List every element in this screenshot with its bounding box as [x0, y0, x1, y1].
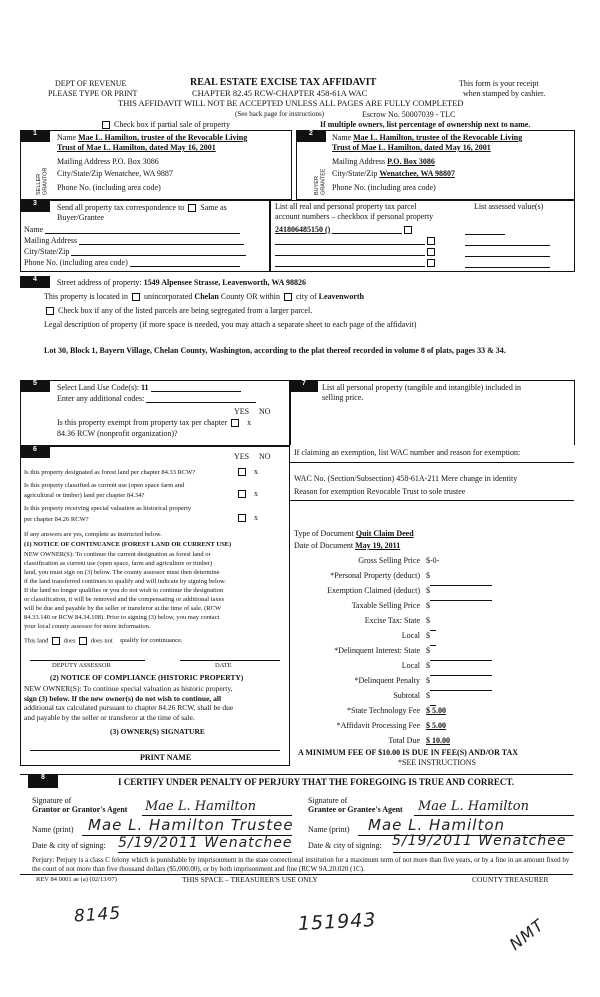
s3-city: City/State/Zip	[24, 247, 246, 256]
grantor-date-city: Date & city of signing:	[32, 841, 106, 850]
deputy-date: DATE	[215, 662, 232, 669]
parcel-list-label-2: account numbers – checkbox if personal property	[275, 212, 434, 221]
continuance-body: NEW OWNER(S): To continue the current designation as forest land or classification as current use (open space, farm and agriculture or timber) land, you must sign on (3) below. The county assessor must then determine if the land transferred continues to qualify and will indicate by signing below. If the land no longer qualifies or you do not wish to continue the designation or classification, it will be removed and the compensating or additional taxes will be due and payable by the seller or transferor at the time of sale. (RCW 84.33.140 or RCW 84.34.108). Prior to signing (3) below, you may contact your local county assessor for more information.	[24, 551, 226, 630]
parcel-1-checkbox[interactable]	[404, 226, 412, 234]
send-correspondence: Send all property tax correspondence to Same as	[57, 203, 227, 212]
forest-yes-checkbox[interactable]	[238, 468, 246, 476]
fee-row: Exemption Claimed (deduct) $	[290, 586, 510, 601]
s3-name: Name	[24, 225, 240, 234]
exemption-reason: Reason for exemption Revocable Trust to sole trustee	[294, 487, 466, 496]
parcel-row-1	[275, 225, 414, 234]
historic-question-1: Is this property receiving special valuation as historical property	[24, 505, 192, 512]
current-use-answer: x	[236, 489, 258, 498]
handwritten-number-2: 151943	[297, 908, 378, 936]
buyer-phone: Phone No. (including area code)	[332, 183, 436, 192]
current-use-yes-checkbox[interactable]	[238, 490, 246, 498]
owner-signature: (3) OWNER(S) SIGNATURE	[110, 727, 205, 736]
parcel-row-4	[275, 258, 437, 267]
s3-phone: Phone No. (including area code)	[24, 258, 240, 267]
buyer-side-label: BUYER GRANTEE	[314, 168, 327, 195]
historic-yes-checkbox[interactable]	[238, 514, 246, 522]
section-8-number: 8	[28, 774, 58, 788]
buyer-name-line1: Mae L. Hamilton, trustee of the Revocable Living	[353, 133, 523, 142]
certify-statement: I CERTIFY UNDER PENALTY OF PERJURY THAT THE FOREGOING IS TRUE AND CORRECT.	[118, 777, 515, 787]
section-3-number: 3	[20, 200, 50, 212]
parcel-4-checkbox[interactable]	[427, 259, 435, 267]
document-type-value: Quit Claim Deed	[355, 529, 414, 538]
header-please-type: PLEASE TYPE OR PRINT	[48, 89, 138, 98]
seller-name-line1: Mae L. Hamilton, trustee of the Revocable Living	[78, 133, 248, 142]
fee-row: Local $	[290, 631, 510, 646]
current-use-question-2: agricultural or timber) land per chapter 84.34?	[24, 492, 145, 499]
wac-number: WAC No. (Section/Subsection) 458-61A-211 Mere change in identity	[294, 474, 518, 483]
deputy-line	[30, 660, 145, 661]
partial-sale-checkbox[interactable]	[102, 121, 110, 129]
buyer-mailing: Mailing Address P.O. Box 3086	[332, 157, 435, 166]
s6-no: NO	[259, 452, 271, 461]
compliance-title: (2) NOTICE OF COMPLIANCE (HISTORIC PROPERTY)	[50, 673, 244, 682]
seller-name-line2: Trust of Mae L. Hamilton, dated May 16, 2001	[57, 143, 216, 152]
exempt-yes-checkbox[interactable]	[231, 419, 239, 427]
county-treasurer: COUNTY TREASURER	[472, 875, 549, 884]
form-title: REAL ESTATE EXCISE TAX AFFIDAVIT	[190, 77, 377, 88]
grantor-sig-label: Signature of Grantor or Grantor's Agent	[32, 796, 128, 815]
grantor-signature: Mae L. Hamilton	[145, 799, 256, 814]
parcel-row-2	[275, 236, 437, 245]
grantee-sig-label: Signature of Grantee or Grantee's Agent	[308, 796, 403, 815]
fees-table	[290, 556, 510, 751]
historic-question-2: per chapter 84.26 RCW?	[24, 516, 89, 523]
header-dept: DEPT OF REVENUE	[55, 79, 127, 88]
section-2-number: 2	[296, 130, 326, 142]
grantor-name-print: Name (print)	[32, 825, 74, 834]
section-7-number: 7	[290, 380, 318, 392]
fee-row: *Personal Property (deduct) $	[290, 571, 510, 586]
section-5-number: 5	[20, 380, 50, 392]
fee-row: Gross Selling Price $-0-	[358, 556, 440, 565]
parcel-number: 241806485150 ()	[275, 225, 331, 234]
document-date-value: May 19, 2011	[355, 541, 401, 550]
print-name-line	[30, 750, 280, 751]
parcel-3-checkbox[interactable]	[427, 248, 435, 256]
fee-row: Local $	[290, 661, 510, 676]
seller-name: Name Mae L. Hamilton, trustee of the Revocable Living	[57, 133, 248, 142]
buyer-mailing-value: P.O. Box 3086	[387, 157, 435, 166]
forest-question: Is this property designated as forest land per chapter 84.33 RCW?	[24, 469, 196, 476]
partial-sale	[100, 120, 230, 129]
section-6-number: 6	[20, 446, 50, 458]
minimum-fee: A MINIMUM FEE OF $10.00 IS DUE IN FEE(S) AND/OR TAX	[298, 748, 519, 757]
form-chapter: CHAPTER 82.45 RCW-CHAPTER 458-61A WAC	[192, 88, 368, 98]
grantee-name-print: Name (print)	[308, 825, 350, 834]
seller-city: City/State/Zip Wenatchee, WA 9887	[57, 169, 173, 178]
exempt-question: Is this property exempt from property tax per chapter x	[57, 418, 252, 427]
accept-notice: THIS AFFIDAVIT WILL NOT BE ACCEPTED UNLESS ALL PAGES ARE FULLY COMPLETED	[118, 98, 464, 108]
grantee-date-city: Date & city of signing:	[308, 841, 382, 850]
forest-answer: x	[236, 467, 258, 476]
s3-mailing: Mailing Address	[24, 236, 244, 245]
multiple-owners-note: If multiple owners, list percentage of ownership next to name.	[320, 120, 531, 129]
buyer-name: Name Mae L. Hamilton, trustee of the Revocable Living	[332, 133, 523, 142]
legal-description: Lot 30, Block 1, Bayern Village, Chelan County, Washington, according to the plat thereof recorded in volume 8 of plats, pages 33 & 34.	[44, 346, 506, 355]
assessed-label: List assessed value(s)	[474, 202, 544, 211]
handwritten-initials: NMT	[505, 915, 548, 954]
fee-row: *Delinquent Interest: State $	[290, 646, 510, 661]
compliance-body: NEW OWNER(S): To continue special valuation as historic property, sign (3) below. If the new owner(s) do not wish to continue, all additional tax calculated pursuant to chapter 84.26 RCW, shall be due and payable by the seller or transferor at the time of sale.	[24, 684, 234, 722]
does-checkbox[interactable]	[52, 637, 60, 645]
grantor-date-hand: 5/19/2011 Wenatchee	[118, 835, 293, 851]
exempt-question-2: 84.36 RCW (nonprofit organization)?	[57, 429, 178, 438]
buyer-city: City/State/Zip Wenatchee, WA 98807	[332, 169, 455, 178]
grantor-name-hand: Mae L. Hamilton Trustee	[88, 816, 294, 834]
claiming-exemption: If claiming an exemption, list WAC number and reason for exemption:	[294, 448, 521, 457]
seller-mailing: Mailing Address P.O. Box 3086	[57, 157, 159, 166]
deputy-assessor: DEPUTY ASSESSOR	[52, 662, 111, 669]
exemption-rule	[290, 462, 574, 463]
same-as-checkbox[interactable]	[188, 204, 196, 212]
fee-row: Excise Tax: State $	[290, 616, 510, 631]
personal-property-1: List all personal property (tangible and intangible) included in	[322, 383, 522, 392]
see-back: (See back page for instructions)	[235, 110, 325, 118]
street-address: Street address of property: 1549 Alpensee Strasse, Leavenworth, WA 98826	[57, 278, 306, 287]
reason-rule	[290, 500, 574, 501]
s5-no: NO	[259, 407, 271, 416]
property-location: This property is located in unincorporated Chelan County OR within city of Leavenworth	[44, 292, 364, 301]
legal-desc-label: Legal description of property (if more space is needed, you may attach a separate sheet to each page of the affidavit)	[44, 320, 417, 329]
receipt-note-1: This form is your receipt	[459, 79, 539, 88]
grantee-date-hand: 5/19/2011 Wenatchee	[392, 833, 567, 849]
perjury-note: Perjury: Perjury is a class C felony which is punishable by imprisonment in the state correctional institution for a maximum term of not more than five years, or by a fine in an amount fixed by the court of not more than five thousand dollars ($5,000.00), or by both imprisonment and fine (RCW 9A.20.020 (1C).	[32, 856, 570, 873]
partial-sale-label: Check box if partial sale of property	[114, 120, 230, 129]
current-use-question-1: Is this property classified as current use (open space farm and	[24, 482, 185, 489]
fee-row: *State Technology Fee $ 5.00	[346, 706, 446, 715]
see-instructions: *SEE INSTRUCTIONS	[398, 758, 477, 767]
print-name: PRINT NAME	[140, 753, 192, 762]
section-4-number: 4	[20, 276, 50, 288]
buyer-city-value: Wenatchee, WA 98807	[379, 169, 455, 178]
s5-yes: YES	[234, 407, 250, 416]
continuance-title: (1) NOTICE OF CONTINUANCE (FOREST LAND OR CURRENT USE)	[24, 541, 232, 548]
segregated-checkbox[interactable]	[46, 307, 54, 315]
rev-number: REV 84 0001 ae (a) (02/13/07)	[36, 876, 117, 883]
fee-row: *Delinquent Penalty $	[290, 676, 510, 691]
fee-row: Total Due $ 10.00	[388, 736, 450, 745]
this-land: This land does does not qualify for continuance.	[24, 637, 183, 645]
city-checkbox[interactable]	[284, 293, 292, 301]
unincorporated-checkbox[interactable]	[132, 293, 140, 301]
street-address-value: 1549 Alpensee Strasse, Leavenworth, WA 98826	[143, 278, 306, 287]
receipt-note-2: when stamped by cashier.	[463, 89, 546, 98]
additional-codes: Enter any additional codes:	[57, 394, 256, 403]
parcel-list-label-1: List all real and personal property tax parcel	[275, 202, 417, 211]
assessed-lines	[465, 225, 555, 268]
date-line	[180, 660, 280, 661]
escrow-number: Escrow No. 50007039 - TLC	[362, 110, 456, 119]
section-1-number: 1	[20, 130, 50, 142]
fee-row: Subtotal $	[290, 691, 510, 706]
document-date: Date of Document May 19, 2011	[294, 541, 401, 550]
segregated-note: Check box if any of the listed parcels are being segregated from a larger parcel.	[44, 306, 312, 315]
buyer-grantee-label: Buyer/Grantee	[57, 213, 105, 222]
treasurer-use: THIS SPACE – TREASURER'S USE ONLY	[182, 875, 318, 884]
fee-row: Taxable Selling Price $	[351, 601, 430, 610]
parcel-2-checkbox[interactable]	[427, 237, 435, 245]
document-type: Type of Document Quit Claim Deed	[294, 529, 414, 538]
fee-row: *Affidavit Processing Fee $ 5.00	[336, 721, 446, 730]
buyer-name-line2: Trust of Mae L. Hamilton, dated May 16, 2001	[332, 143, 491, 152]
land-use: Select Land Use Code(s): 11	[57, 383, 241, 392]
parcel-row-3	[275, 247, 437, 256]
historic-answer: x	[236, 513, 258, 522]
s6-yes: YES	[234, 452, 250, 461]
any-yes: If any answers are yes, complete as instructed below.	[24, 531, 162, 538]
grantee-date-line	[393, 852, 573, 853]
does-not-checkbox[interactable]	[79, 637, 87, 645]
seller-side-label: SELLER GRANTOR	[36, 167, 49, 195]
seller-phone: Phone No. (including area code)	[57, 183, 161, 192]
personal-property-2: selling price.	[322, 393, 364, 402]
handwritten-number-1: 8145	[73, 903, 122, 927]
grantor-date-line	[118, 852, 292, 853]
grantee-signature: Mae L. Hamilton	[418, 799, 529, 814]
grantee-name-hand: Mae L. Hamilton	[368, 816, 506, 834]
